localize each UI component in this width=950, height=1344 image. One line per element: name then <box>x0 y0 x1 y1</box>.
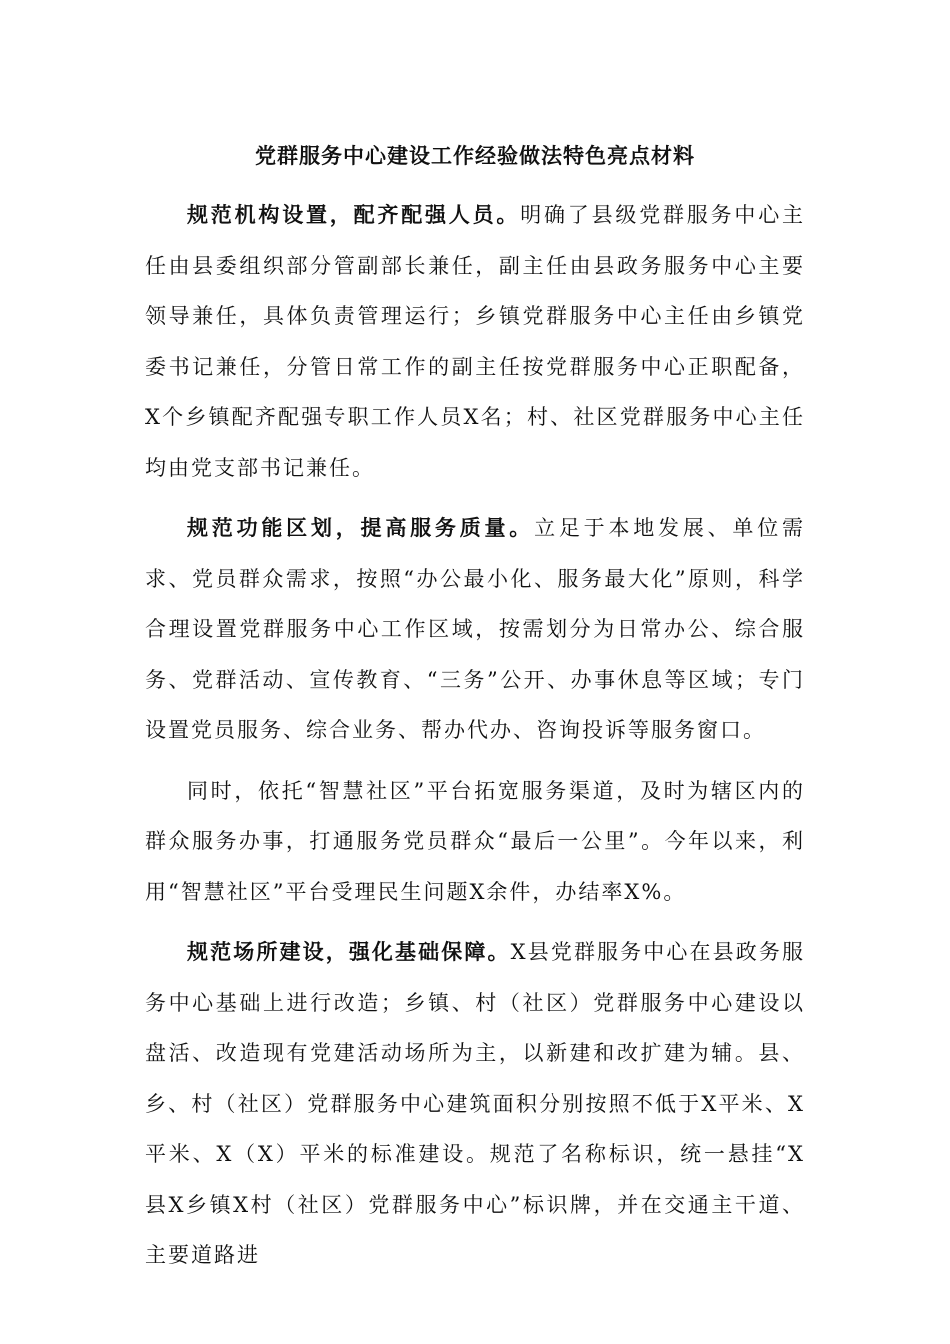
paragraph-text: X县党群服务中心在县政务服务中心基础上进行改造；乡镇、村（社区）党群服务中心建设以盘活、改造现有党建活动场所为主，以新建和改扩建为辅。县、乡、村（社区）党群服务中心建筑面积分别按照不低于X平米、X平米、X（X）平米的标准建设。规范了名称标识，统一悬挂“X县X乡镇X村（社区）党群服务中心”标识牌，并在交通主干道、主要道路进 <box>145 940 805 1267</box>
paragraph-lead: 规范机构设置，配齐配强人员。 <box>187 202 521 227</box>
paragraph-organization <box>145 190 805 493</box>
paragraph-text: 明确了县级党群服务中心主任由县委组织部分管副部长兼任，副主任由县政务服务中心主要领导兼任，具体负责管理运行；乡镇党群服务中心主任由乡镇党委书记兼任，分管日常工作的副主任按党群服务中心正职配备，X个乡镇配齐配强专职工作人员X名；村、社区党群服务中心主任均由党支部书记兼任。 <box>145 203 806 480</box>
paragraph-text: 同时，依托“智慧社区”平台拓宽服务渠道，及时为辖区内的群众服务办事，打通服务党员群众“最后一公里”。今年以来，利用“智慧社区”平台受理民生问题X余件，办结率X%。 <box>145 778 805 904</box>
paragraph-text: 立足于本地发展、单位需求、党员群众需求，按照“办公最小化、服务最大化”原则，科学合理设置党群服务中心工作区域，按需划分为日常办公、综合服务、党群活动、宣传教育、“三务”公开、办事休息等区域；专门设置党员服务、综合业务、帮办代办、咨询投诉等服务窗口。 <box>145 516 806 742</box>
document-body <box>145 190 805 1291</box>
document-title: 党群服务中心建设工作经验做法特色亮点材料 <box>255 143 695 168</box>
paragraph-smart-community <box>145 766 805 918</box>
paragraph-lead: 规范场所建设，强化基础保障。 <box>187 939 511 964</box>
paragraph-function-zoning <box>145 503 805 756</box>
paragraph-lead: 规范功能区划，提高服务质量。 <box>187 515 535 540</box>
paragraph-venue-construction <box>145 927 805 1281</box>
